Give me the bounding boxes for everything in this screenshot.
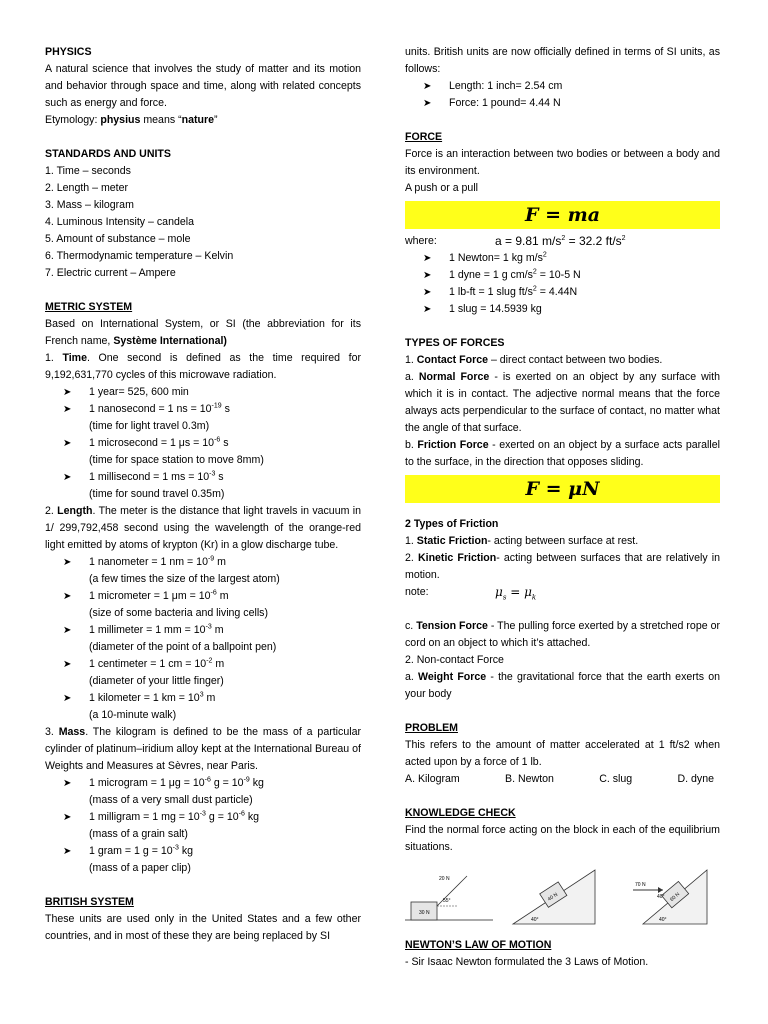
arrow-bullet-icon: ➤ [63,659,72,670]
bullet-item: ➤ 1 gram = 1 $g = 10^{-3}$ kg [45,843,361,860]
problem-text: This refers to the amount of matter accelerated at 1 ft/s2 when acted upon by a force of 1 lb. [405,739,720,768]
arrow-bullet-icon: ➤ [63,846,72,857]
bullet-item: ➤ 1 slug = 14.5939 kg [405,301,720,318]
contact-force: 1. Contact Force – direct contact between two bodies. [405,354,663,366]
normal-force: a. Normal Force - is exerted on an object by any surface with which it is in contact. The adjective normal means that the force always acts perpendicular to the surface of contact, no matter what the angle of that surface. [405,371,720,434]
bullet-item: ➤ 1 Newton= 1 kg $m/s^2$ [405,250,720,267]
arrow-bullet-icon: ➤ [423,287,432,298]
standard-item: 3. Mass – kilogram [45,199,134,211]
svg-text:40°: 40° [659,917,667,923]
standard-item: 1. Time – seconds [45,165,131,177]
arrow-bullet-icon: ➤ [63,404,72,415]
arrow-bullet-icon: ➤ [423,304,432,315]
kinetic-friction: 2. Kinetic Friction- acting between surfaces that are relatively in motion. [405,552,720,581]
arrow-bullet-icon: ➤ [423,253,432,264]
british-heading: BRITISH SYSTEM [45,896,134,908]
arrow-bullet-icon: ➤ [63,387,72,398]
arrow-bullet-icon: ➤ [63,693,72,704]
note-line: note: $\mu_s = \mu_k$ [405,585,537,602]
types-heading: TYPES OF FORCES [405,337,505,349]
bullet-item: ➤ 1 dyne = 1 g $cm/s^2 = 10-5$ N [405,267,720,284]
problem-choices [405,771,720,788]
etymology-line: Etymology: physius means “nature” [45,114,218,126]
metric-intro: Based on International System, or SI (the abbreviation for its French name, Système International) [45,318,361,347]
friction-force: b. Friction Force - exerted on an object by a surface acts parallel to the surface, in the direction that opposes sliding. [405,439,721,468]
bullet-note: (diameter of your little finger) [89,675,224,687]
bullet-item: ➤ 1 microsecond = 1 $\mu s = 10^{-6}$ s [45,435,361,452]
bullet-note: (mass of a paper clip) [89,862,191,874]
equation-f-mun: F = μN [405,475,720,503]
where-line: where: a = 9.81 $m/s^2 = 32.2$ $ft/s^2$ [405,234,626,248]
knowledge-check-text: Find the normal force acting on the block in each of the equilibrium situations. [405,824,720,853]
bullet-item: ➤ 1 millisecond = 1 ms = $10^{-3}$ s [45,469,361,486]
equilibrium-figures [405,866,720,928]
bullet-note: (time for light travel 0.3m) [89,420,210,432]
standard-item: 4. Luminous Intensity – candela [45,216,194,228]
svg-text:40 N: 40 N [546,891,560,903]
tension-force: c. Tension Force - The pulling force exerted by a stretched rope or cord on an object to which it’s attached. [405,620,720,649]
bullet-item: ➤ 1 kilometer = 1 km = $10^3$ m [45,690,361,707]
choice-c: C. slug [599,773,633,785]
bullet-note: (a 10-minute walk) [89,709,177,721]
friction-types-heading: 2 Types of Friction [405,518,499,530]
bullet-item: ➤ 1 nanometer = 1 nm = $10^{-9}$ m [45,554,361,571]
arrow-bullet-icon: ➤ [63,472,72,483]
bullet-note: (a few times the size of the largest atom) [89,573,280,585]
static-friction: 1. Static Friction- acting between surface at rest. [405,535,639,547]
bullet-note: (mass of a very small dust particle) [89,794,253,806]
bullet-item: ➤ 1 centimeter = 1 cm = $10^{-2}$ m [45,656,361,673]
force-heading: FORCE [405,131,443,143]
figure-block-floor [405,866,495,928]
bullet-item: ➤ 1 micrometer = 1 $\mu m = 10^{-6}$ m [45,588,361,605]
bullet-item: ➤ Force: 1 pound= 4.44 N [405,95,720,112]
arrow-bullet-icon: ➤ [63,625,72,636]
arrow-bullet-icon: ➤ [63,812,72,823]
bullet-item: ➤ 1 milligram = 1 mg = $10^{-3}$ $g = 10^{-6}$ kg [45,809,361,826]
svg-text:60 N: 60 N [669,891,682,903]
figure-block-incline [509,866,599,928]
metric-heading: METRIC SYSTEM [45,301,133,313]
non-contact-force: 2. Non-contact Force [405,654,504,666]
force-definition: Force is an interaction between two bodies or between a body and its environment. [405,148,720,177]
bullet-note: (mass of a grain salt) [89,828,188,840]
weight-force: a. Weight Force - the gravitational force that the earth exerts on your body [405,671,721,700]
bullet-item: ➤ Length: 1 inch= 2.54 cm [405,78,720,95]
bullet-note: (size of some bacteria and living cells) [89,607,268,619]
bullet-item: ➤ 1 lb-ft = 1 slug $ft/s^2 = 4.44N$ [405,284,720,301]
physics-definition: A natural science that involves the study of matter and its motion and behavior through space and time, along with related concepts such as energy and force. [45,63,361,109]
time-definition: 1. Time. One second is defined as the time required for 9,192,631,770 cycles of this microwave radiation. [45,352,362,381]
problem-heading: PROBLEM [405,722,458,734]
arrow-bullet-icon: ➤ [423,98,432,109]
right-column [405,44,720,971]
arrow-bullet-icon: ➤ [423,270,432,281]
force-push-pull: A push or a pull [405,182,479,194]
bullet-item: ➤ 1 microgram = 1 $\mu g = 10^{-6}$ $g = 10^{-9}$ kg [45,775,361,792]
standards-heading: STANDARDS AND UNITS [45,148,171,160]
standard-item: 6. Thermodynamic temperature – Kelvin [45,250,234,262]
svg-text:20 N: 20 N [439,876,450,882]
british-definition: These units are used only in the United States and a few other countries, and in most of these they are being replaced by SI [45,913,361,942]
bullet-item: ➤ 1 millimeter = 1 mm = $10^{-3}$ m [45,622,361,639]
svg-text:40°: 40° [531,917,539,923]
bullet-note: (time for space station to move 8mm) [89,454,264,466]
svg-text:55°: 55° [443,898,451,904]
mass-definition: 3. Mass. The kilogram is defined to be the mass of a particular cylinder of platinum–iridium alloy kept at the International Bureau of Weights and Measures at Sèvres, near Paris. [45,726,362,772]
physics-heading: PHYSICS [45,46,92,58]
svg-text:40°: 40° [657,894,665,900]
length-definition: 2. Length. The meter is the distance that light travels in vacuum in 1/ 299,792,458 second using the wavelength of the orange-red light emitted by atoms of krypton (Kr) in a glow discharge tube. [45,505,361,551]
arrow-bullet-icon: ➤ [63,557,72,568]
svg-text:30 N: 30 N [419,910,430,916]
bullet-note: (diameter of the point of a ballpoint pen) [89,641,277,653]
knowledge-check-heading: KNOWLEDGE CHECK [405,807,516,819]
choice-d: D. dyne [677,773,714,785]
bullet-item: ➤ 1 nanosecond = 1 ns = $10^{-19}$ s [45,401,361,418]
british-continued: units. British units are now officially defined in terms of SI units, as follows: [405,46,720,75]
choice-b: B. Newton [505,773,554,785]
arrow-bullet-icon: ➤ [63,778,72,789]
arrow-bullet-icon: ➤ [63,438,72,449]
svg-text:70 N: 70 N [635,882,646,888]
newton-text: - Sir Isaac Newton formulated the 3 Laws of Motion. [405,956,649,968]
standard-item: 2. Length – meter [45,182,129,194]
arrow-bullet-icon: ➤ [63,591,72,602]
equation-f-ma: F = ma [405,201,720,229]
newton-heading: NEWTON’S LAW OF MOTION [405,939,552,951]
bullet-item: ➤ 1 year= 525, 600 min [45,384,361,401]
standard-item: 5. Amount of substance – mole [45,233,191,245]
left-column [45,44,361,945]
bullet-note: (time for sound travel 0.35m) [89,488,225,500]
standard-item: 7. Electric current – Ampere [45,267,176,279]
figure-block-incline-push [613,866,709,928]
choice-a: A. Kilogram [405,773,460,785]
arrow-bullet-icon: ➤ [423,81,432,92]
